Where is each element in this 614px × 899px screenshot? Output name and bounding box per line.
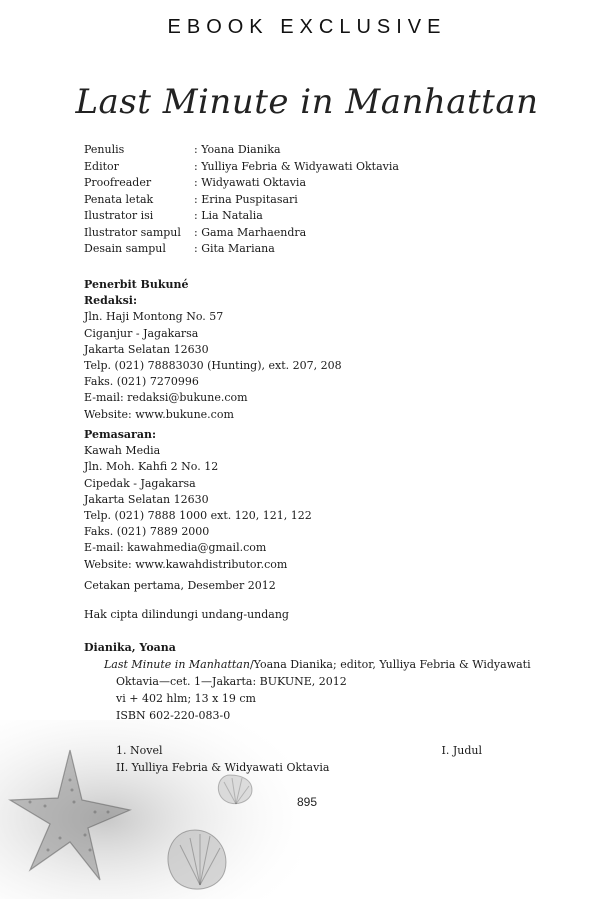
credit-role: Proofreader [84, 176, 152, 189]
credit-row [84, 175, 399, 192]
credit-role: Desain sampul [84, 242, 166, 255]
copyright-line: Hak cipta dilindungi undang-undang [84, 608, 289, 621]
cip-title: Last Minute in Manhattan [104, 658, 250, 671]
fax-line: Faks. (021) 7889 2000 [84, 525, 210, 539]
book-title: Last Minute in Manhattan [75, 82, 539, 122]
cip-author: Dianika, Yoana [84, 641, 176, 654]
publisher-block [84, 277, 342, 423]
credits-list [84, 142, 399, 258]
page-number: 895 [296, 795, 318, 809]
subject-entries [116, 742, 482, 776]
credit-row [84, 208, 399, 225]
address-line: Ciganjur - Jagakarsa [84, 326, 199, 340]
credit-value: : Gama Marhaendra [194, 225, 307, 239]
phone-line: Telp. (021) 7888 1000 ext. 120, 121, 122 [84, 509, 312, 523]
credit-value: : Gita Mariana [194, 242, 275, 255]
ebook-exclusive-header: EBOOK EXCLUSIVE [167, 16, 447, 38]
email-line: E-mail: kawahmedia@gmail.com [84, 541, 267, 555]
credit-row [84, 225, 399, 242]
credit-role: Editor [84, 159, 119, 173]
credit-row [84, 142, 399, 159]
email-line: E-mail: redaksi@bukune.com [84, 391, 248, 405]
first-print-line: Cetakan pertama, Desember 2012 [84, 579, 276, 592]
credit-role: Ilustrator isi [84, 209, 154, 222]
credit-value: : Widyawati Oktavia [194, 176, 307, 189]
marketing-heading: Pemasaran: [84, 428, 157, 441]
publisher-name: Penerbit Bukuné [84, 278, 189, 291]
website-line: Website: www.bukune.com [84, 407, 234, 421]
address-line: Cipedak - Jagakarsa [84, 476, 196, 490]
cip-line: Oktavia—cet. 1—Jakarta: BUKUNE, 2012 [116, 675, 347, 688]
credit-value: : Erina Puspitasari [194, 192, 298, 206]
credit-role: Penulis [84, 143, 125, 156]
subject-editors: II. Yulliya Febria & Widyawati Oktavia [116, 761, 330, 774]
marketing-block [84, 427, 312, 573]
fax-line: Faks. (021) 7270996 [84, 375, 199, 389]
credit-value: : Yulliya Febria & Widyawati Oktavia [194, 159, 399, 173]
address-line: Jakarta Selatan 12630 [84, 342, 209, 356]
editorial-heading: Redaksi: [84, 294, 138, 308]
address-line: Jln. Moh. Kahfi 2 No. 12 [84, 460, 219, 474]
cip-line: vi + 402 hlm; 13 x 19 cm [116, 692, 256, 705]
cip-title-rest: /Yoana Dianika; editor, Yulliya Febria & Widyawati [249, 658, 531, 671]
credit-role: Penata letak [84, 192, 154, 206]
credit-role: Ilustrator sampul [84, 225, 181, 239]
address-line: Jln. Haji Montong No. 57 [84, 310, 224, 324]
cip-title-line [84, 656, 531, 673]
credit-row [84, 192, 399, 209]
subject-row [116, 742, 482, 759]
website-line: Website: www.kawahdistributor.com [84, 557, 288, 571]
credit-value: : Yoana Dianika [194, 143, 281, 156]
subject-novel: 1. Novel [116, 744, 163, 757]
subject-title: I. Judul [441, 744, 482, 757]
address-line: Jakarta Selatan 12630 [84, 492, 209, 506]
credit-row [84, 159, 399, 176]
credit-row [84, 241, 399, 258]
cip-isbn: ISBN 602-220-083-0 [116, 709, 231, 722]
address-line: Kawah Media [84, 444, 161, 458]
cataloging-block [84, 639, 531, 724]
phone-line: Telp. (021) 78883030 (Hunting), ext. 207, 208 [84, 359, 342, 373]
credit-value: : Lia Natalia [194, 209, 263, 222]
